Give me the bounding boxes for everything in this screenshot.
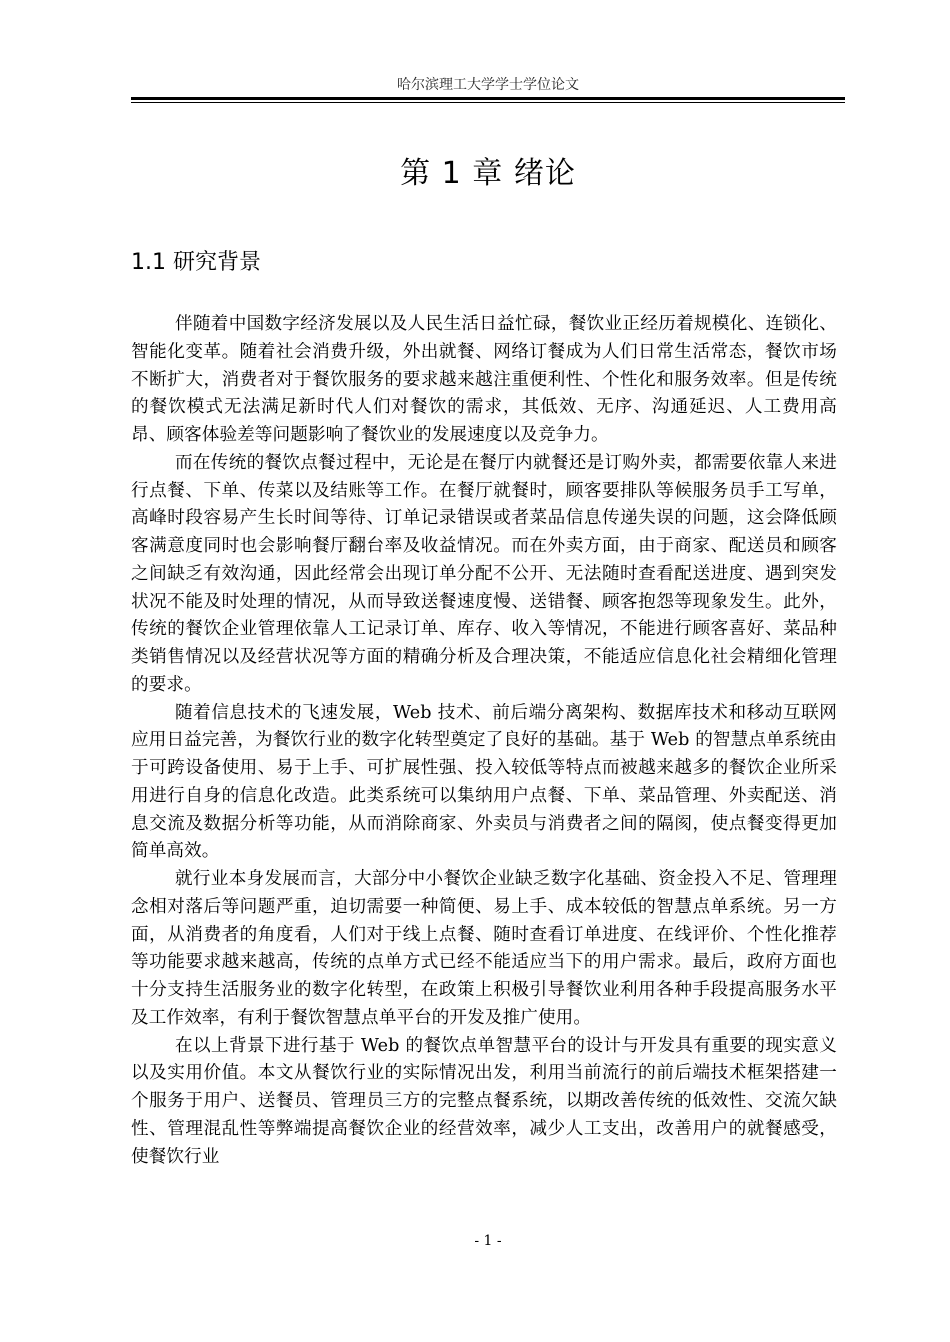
paragraph-2: 而在传统的餐饮点餐过程中，无论是在餐厅内就餐还是订购外卖，都需要依靠人来进行点餐、下单、传菜以及结账等工作。在餐厅就餐时，顾客要排队等候服务员手工写单，高峰时段容易产生长时间等待、订单记录错误或者菜品信息传递失误的问题，这会降低顾客满意度同时也会影响餐厅翻台率及收益情况。而在外卖方面，由于商家、配送员和顾客之间缺乏有效沟通，因此经常会出现订单分配不公开、无法随时查看配送进度、遇到突发状况不能及时处理的情况，从而导致送餐速度慢、送错餐、顾客抱怨等现象发生。此外，传统的餐饮企业管理依靠人工记录订单、库存、收入等情况，不能进行顾客喜好、菜品种类销售情况以及经营状况等方面的精确分析及合理决策，不能适应信息化社会精细化管理的要求。 — [131, 452, 837, 695]
paragraph-5: 在以上背景下进行基于 Web 的餐饮点单智慧平台的设计与开发具有重要的现实意义以及实用价值。本文从餐饮行业的实际情况出发，利用当前流行的前后端技术框架搭建一个服务于用户、送餐员、管理员三方的完整点餐系统，以期改善传统的低效性、交流欠缺性、管理混乱性等弊端提高餐饮企业的经营效率，减少人工支出，改善用户的就餐感受，使餐饮行业 — [131, 1035, 837, 1167]
paragraph-1: 伴随着中国数字经济发展以及人民生活日益忙碌，餐饮业正经历着规模化、连锁化、智能化变革。随着社会消费升级，外出就餐、网络订餐成为人们日常生活常态，餐饮市场不断扩大，消费者对于餐饮服务的要求越来越注重便利性、个性化和服务效率。但是传统的餐饮模式无法满足新时代人们对餐饮的需求，其低效、无序、沟通延迟、人工费用高昂、顾客体验差等问题影响了餐饮业的发展速度以及竞争力。 — [131, 314, 837, 445]
page-number: - 1 - — [474, 1233, 502, 1249]
paragraph-4: 就行业本身发展而言，大部分中小餐饮企业缺乏数字化基础、资金投入不足、管理理念相对落后等问题严重，迫切需要一种简便、易上手、成本较低的智慧点单系统。另一方面，从消费者的角度看，人们对于线上点餐、随时查看订单进度、在线评价、个性化推荐等功能要求越来越高，传统的点单方式已经不能适应当下的用户需求。最后，政府方面也十分支持生活服务业的数字化转型，在政策上积极引导餐饮业利用各种手段提高服务水平及工作效率，有利于餐饮智慧点单平台的开发及推广使用。 — [131, 869, 837, 1028]
header-rule-thin — [131, 102, 845, 103]
running-header: 哈尔滨理工大学学士学位论文 — [397, 77, 579, 93]
chapter-title: 第 1 章 绪论 — [400, 156, 576, 191]
paragraph-3: 随着信息技术的飞速发展，Web 技术、前后端分离架构、数据库技术和移动互联网应用日益完善，为餐饮行业的数字化转型奠定了良好的基础。基于 Web 的智慧点单系统由于可跨设备使用、易于上手、可扩展性强、投入较低等特点而被越来越多的餐饮企业所采用进行自身的信息化改造。此类系统可以集纳用户点餐、下单、菜品管理、外卖配送、消息交流及数据分析等功能，从而消除商家、外卖员与消费者之间的隔阂，使点餐变得更加简单高效。 — [131, 702, 837, 862]
section-title: 1.1 研究背景 — [131, 250, 261, 275]
header-rule-thick — [131, 97, 845, 100]
body-text — [131, 311, 837, 1171]
